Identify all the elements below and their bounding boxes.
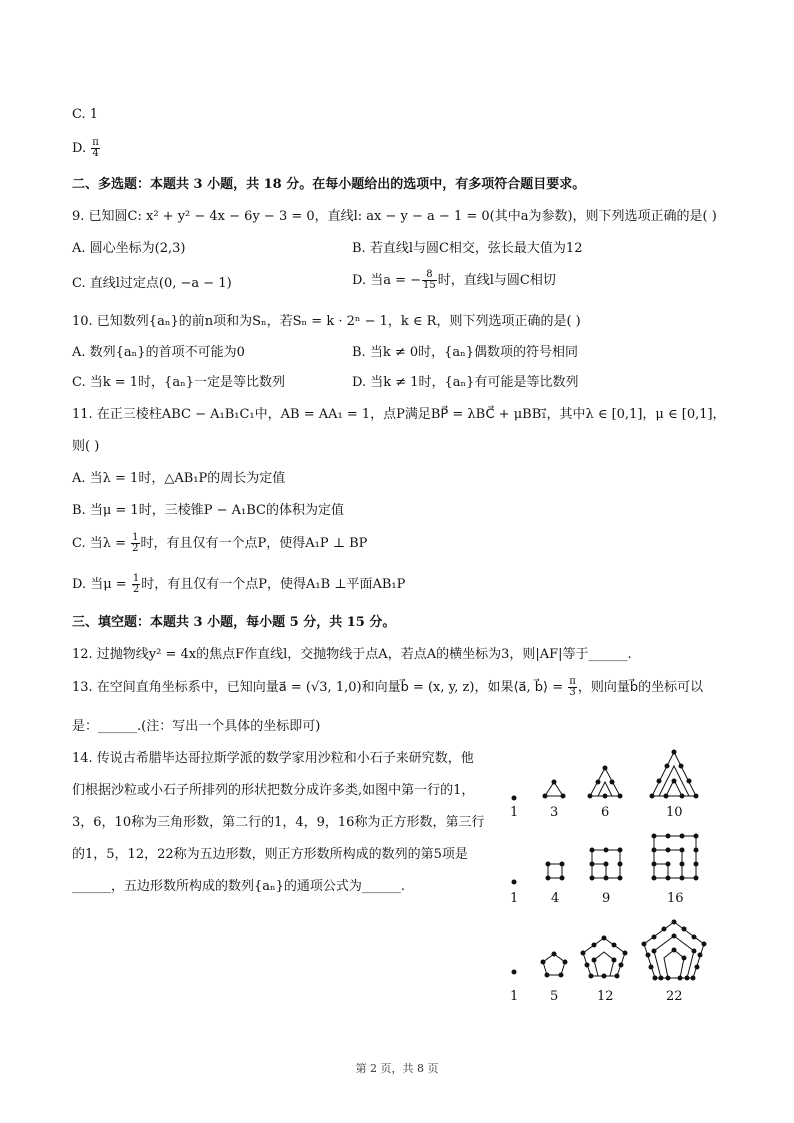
square-label-4: 4: [551, 891, 560, 906]
q9-option-b: B. 若直线l与圆C相交，弦长最大值为12: [352, 241, 583, 256]
q14-line1: 14. 传说古希腊毕达哥拉斯学派的数学家用沙粒和小石子来研究数，他: [72, 751, 474, 766]
q13-stem-prefix: 13. 在空间直角坐标系中，已知向量a⃗ = (√3, 1,0)和向量b⃗ = (x, y, z)，如果⟨a⃗, b⃗⟩ =: [72, 680, 568, 695]
q14-line5: ______，五边形数所构成的数列{aₙ}的通项公式为______.: [72, 879, 406, 894]
triangular-row: [512, 750, 698, 800]
q13-stem-suffix: ，则向量b⃗的坐标可以: [577, 680, 704, 695]
q8-option-d-prefix: D.: [72, 141, 91, 156]
triangular-label-1: 1: [510, 805, 519, 820]
fraction-denominator: 2: [132, 543, 139, 554]
q14-line3: 3，6，10称为三角形数，第二行的1，4，9，16称为正方形数，第三行: [72, 815, 485, 830]
q10-option-c: C. 当k = 1时，{aₙ}一定是等比数列: [72, 375, 285, 390]
pentagonal-row: [512, 920, 706, 980]
fraction-denominator: 4: [92, 148, 99, 159]
q14-line4: 的1，5，12，22称为五边形数，则正方形数所构成的数列的第5项是: [72, 847, 468, 862]
fraction-denominator: 2: [132, 584, 140, 595]
fraction-numerator: 1: [132, 532, 139, 543]
q11-option-c-prefix: C. 当λ =: [72, 536, 131, 551]
triangular-label-3: 3: [550, 805, 559, 820]
q11-option-c: [72, 533, 367, 554]
q10-option-d: D. 当k ≠ 1时，{aₙ}有可能是等比数列: [352, 375, 579, 390]
triangle-10-shape: [652, 752, 696, 796]
pentagon-1-dot: [512, 970, 516, 974]
q8-option-d-fraction: [91, 138, 100, 159]
q11-stem-line1: 11. 在正三棱柱ABC − A₁B₁C₁中，AB = AA₁ = 1，点P满足BP⃗ = λBC⃗ + μBB₁⃗，其中λ ∈ [0,1]，μ ∈ [0,1]，: [72, 407, 726, 422]
triangle-1-dot: [512, 796, 516, 800]
q9-option-d: [352, 270, 556, 291]
square-label-16: 16: [667, 891, 684, 906]
square-4-shape: [548, 864, 562, 878]
figurate-numbers-figure: [504, 740, 734, 1010]
q13-stem-line1: [72, 677, 703, 698]
q11-option-d-suffix: 时，有且仅有一个点P，使得A₁B ⊥平面AB₁P: [141, 577, 406, 592]
fraction-denominator: 3: [569, 687, 576, 698]
pentagonal-label-5: 5: [550, 989, 559, 1004]
pentagon-5-shape: [543, 954, 565, 975]
q11-stem-line2: 则( ): [72, 439, 100, 454]
q11-option-b: B. 当μ = 1时，三棱锥P − A₁BC的体积为定值: [72, 503, 344, 518]
square-16-shape: [654, 836, 696, 878]
q10-stem: 10. 已知数列{aₙ}的前n项和为Sₙ，若Sₙ = k · 2ⁿ − 1，k ∈ R，则下列选项正确的是( ): [72, 314, 581, 329]
q12-stem: 12. 过抛物线y² = 4x的焦点F作直线l，交抛物线于点A，若点A的横坐标为3，则|AF|等于______.: [72, 647, 632, 662]
q11-option-a: A. 当λ = 1时，△AB₁P的周长为定值: [72, 471, 286, 486]
q9-stem: 9. 已知圆C: x² + y² − 4x − 6y − 3 = 0，直线l: ax − y − a − 1 = 0(其中a为参数)，则下列选项正确的是( ): [72, 209, 717, 224]
q9-option-d-prefix: D. 当a = −: [352, 273, 422, 288]
pentagonal-label-22: 22: [666, 989, 683, 1004]
q8-option-d: [72, 138, 101, 159]
q11-option-c-suffix: 时，有且仅有一个点P，使得A₁P ⊥ BP: [140, 536, 368, 551]
q11-option-c-fraction: [131, 533, 139, 554]
q10-option-b: B. 当k ≠ 0时，{aₙ}偶数项的符号相同: [352, 345, 579, 360]
fraction-numerator: π: [569, 676, 576, 687]
square-label-1: 1: [510, 891, 519, 906]
square-1-dot: [512, 880, 516, 884]
page-footer: 第 2 页，共 8 页: [355, 1062, 439, 1075]
fraction-numerator: π: [92, 137, 99, 148]
fraction-denominator: 15: [423, 280, 436, 291]
q9-option-c: C. 直线l过定点(0, −a − 1): [72, 276, 232, 291]
q9-option-a: A. 圆心坐标为(2,3): [72, 241, 186, 256]
square-label-9: 9: [602, 891, 611, 906]
pentagonal-label-1: 1: [510, 989, 519, 1004]
q9-option-d-suffix: 时，直线l与圆C相切: [437, 273, 556, 288]
q13-fraction: [568, 677, 577, 698]
square-row: [512, 834, 698, 884]
q10-option-a: A. 数列{aₙ}的首项不可能为0: [72, 345, 245, 360]
section2-title: 二、多选题：本题共 3 小题，共 18 分。在每小题给出的选项中，有多项符合题目要求。: [72, 177, 586, 192]
triangle-6-shape: [590, 768, 620, 796]
triangular-label-6: 6: [601, 805, 610, 820]
fraction-numerator: 1: [132, 573, 140, 584]
q11-option-d-prefix: D. 当μ =: [72, 577, 131, 592]
pentagon-12-shape: [583, 938, 625, 976]
q9-option-d-fraction: [422, 270, 437, 291]
q11-option-d-fraction: [132, 574, 140, 595]
pentagonal-label-12: 12: [597, 989, 614, 1004]
q11-option-d: [72, 574, 405, 595]
q8-option-c: C. 1: [72, 107, 99, 122]
triangular-label-10: 10: [666, 805, 683, 820]
section3-title: 三、填空题：本题共 3 小题，每小题 5 分，共 15 分。: [72, 615, 396, 630]
q14-line2: 们根据沙粒或小石子所排列的形状把数分成许多类,如图中第一行的1，: [72, 783, 475, 798]
fraction-numerator: 8: [422, 270, 437, 281]
q13-stem-line2: 是：______.(注：写出一个具体的坐标即可): [72, 719, 321, 734]
